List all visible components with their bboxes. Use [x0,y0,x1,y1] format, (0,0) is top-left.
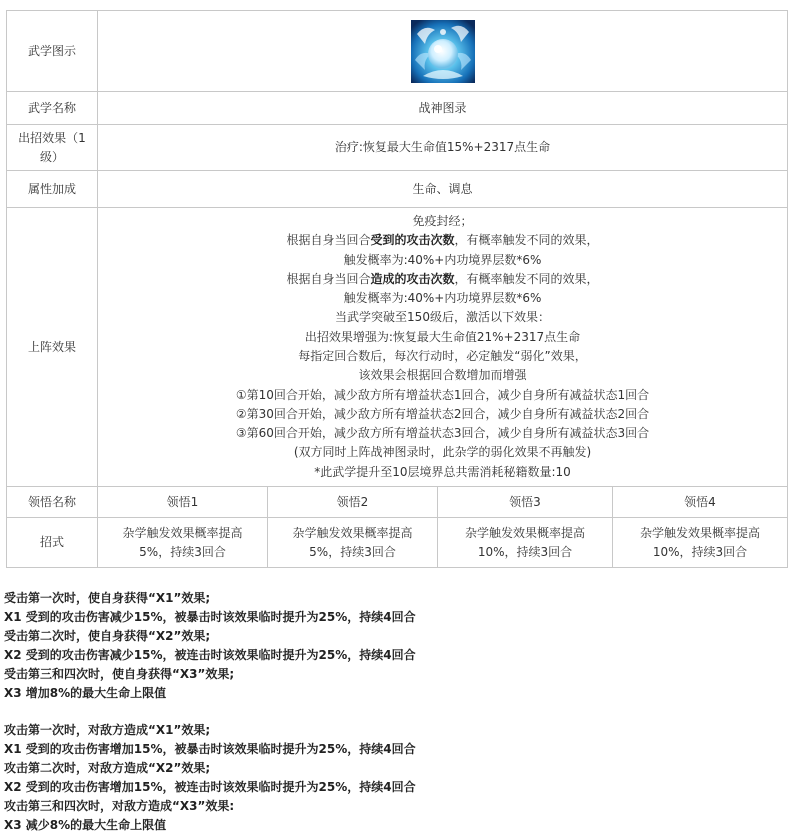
formation-line [106,270,779,289]
move-1-line-1: 杂学触发效果概率提高 [122,525,243,540]
move-4-line-1: 杂学触发效果概率提高 [639,525,760,540]
formation-line [106,463,779,482]
note-line: X2 受到的攻击伤害增加15%，被连击时该效果临时提升为25%，持续4回合 [4,780,416,794]
insight-3: 领悟3 [438,487,613,518]
formation-line [106,328,779,347]
row-effect [7,125,788,171]
formation-line [106,443,779,462]
row-moves [7,518,788,568]
formation-line-emphasis: 受到的攻击次数 [370,233,455,248]
row-formation [7,208,788,487]
formation-line-text: 触发概率为:40%+内功境界层数*6% [343,252,542,267]
icon-label: 武学图示 [7,11,98,92]
note-line: X2 受到的攻击伤害减少15%，被连击时该效果临时提升为25%，持续4回合 [4,648,416,662]
move-3-line-1: 杂学触发效果概率提高 [464,525,585,540]
notes-gap [4,703,784,721]
icon-cell [98,11,788,92]
row-attributes [7,171,788,208]
formation-line [106,231,779,250]
move-label: 招式 [7,518,98,568]
formation-line-text: ，有概率触发不同的效果， [454,233,599,248]
formation-line [106,251,779,270]
notes-attack-block [4,721,784,835]
skill-name: 战神图录 [98,92,788,125]
formation-line-text: 免疫封经； [412,213,473,228]
move-4-line-2: 10%，持续3回合 [652,544,748,559]
notes-defense-block [4,589,784,703]
row-icon [7,11,788,92]
note-line: 受击第三和四次时，使自身获得“X3”效果; [4,667,235,681]
note-line: 攻击第二次时，对敌方造成“X2”效果; [4,761,211,775]
formation-line-text: ①第10回合开始，减少敌方所有增益状态1回合，减少自身所有减益状态1回合 [235,387,650,402]
formation-line [106,347,779,366]
effect-value: 治疗:恢复最大生命值15%+2317点生命 [98,125,788,171]
name-label: 武学名称 [7,92,98,125]
insight-2: 领悟2 [268,487,438,518]
note-line: X3 减少8%的最大生命上限值 [4,818,167,832]
formation-line-text: 每指定回合数后，每次行动时，必定触发“弱化”效果， [298,349,587,363]
formation-line [106,308,779,327]
formation-line [106,289,779,308]
effect-label: 出招效果（1级） [7,125,98,171]
move-2 [268,518,438,568]
formation-line-text: 根据自身当回合 [286,271,371,286]
skill-info-table [6,10,788,568]
formation-line-text: 根据自身当回合 [286,233,371,248]
formation-line-text: 出招效果增强为:恢复最大生命值21%+2317点生命 [304,329,581,344]
formation-line-text: 该效果会根据回合数增加而增强 [358,368,527,383]
note-line: X3 增加8%的最大生命上限值 [4,686,167,700]
note-line: X1 受到的攻击伤害减少15%，被暴击时该效果临时提升为25%，持续4回合 [4,610,416,624]
formation-line-text: 触发概率为:40%+内功境界层数*6% [343,291,542,306]
insight-4: 领悟4 [613,487,788,518]
note-line: 攻击第一次时，对敌方造成“X1”效果; [4,723,211,737]
insight-label: 领悟名称 [7,487,98,518]
skill-icon [411,20,475,83]
formation-line [106,212,779,231]
move-1-line-2: 5%，持续3回合 [139,544,226,559]
row-insight-names [7,487,788,518]
effect-notes [4,589,784,835]
note-line: 攻击第三和四次时，对敌方造成“X3”效果: [4,799,235,813]
row-name [7,92,788,125]
formation-line-text: (双方同时上阵战神图录时，此杂学的弱化效果不再触发) [293,445,592,460]
formation-line-emphasis: 造成的攻击次数 [370,271,455,286]
formation-line-text: ③第60回合开始，减少敌方所有增益状态3回合，减少自身所有减益状态3回合 [235,426,650,441]
formation-lines [106,209,779,485]
formation-line [106,386,779,405]
move-4 [613,518,788,568]
note-line: X1 受到的攻击伤害增加15%，被暴击时该效果临时提升为25%，持续4回合 [4,742,416,756]
formation-line [106,366,779,385]
attr-value: 生命、调息 [98,171,788,208]
formation-label: 上阵效果 [7,208,98,487]
move-2-line-1: 杂学触发效果概率提高 [292,525,413,540]
formation-line-text: ，有概率触发不同的效果， [454,271,599,286]
formation-effect [98,208,788,487]
move-2-line-2: 5%，持续3回合 [309,544,396,559]
move-3 [438,518,613,568]
move-1 [98,518,268,568]
formation-line-text: 当武学突破至150级后，激活以下效果： [335,310,550,325]
formation-line-text: *此武学提升至10层境界总共需消耗秘籍数量:10 [314,464,571,479]
note-line: 受击第二次时，使自身获得“X2”效果; [4,629,211,643]
attr-label: 属性加成 [7,171,98,208]
note-line: 受击第一次时，使自身获得“X1”效果; [4,591,211,605]
formation-line [106,405,779,424]
formation-line-text: ②第30回合开始，减少敌方所有增益状态2回合，减少自身所有减益状态2回合 [235,406,650,421]
formation-line [106,424,779,443]
insight-1: 领悟1 [98,487,268,518]
move-3-line-2: 10%，持续3回合 [477,544,573,559]
